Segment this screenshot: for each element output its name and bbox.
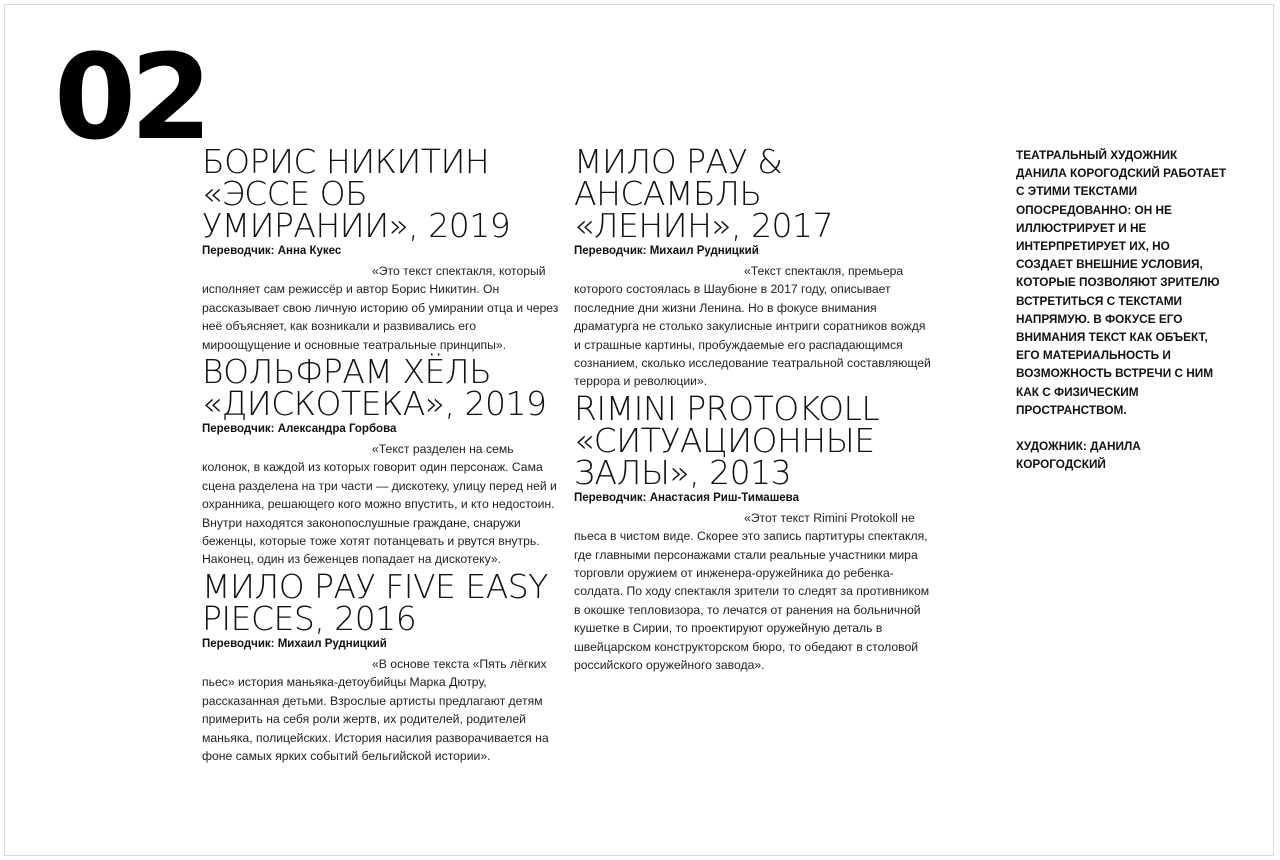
play-translator: Переводчик: Михаил Рудницкий xyxy=(202,637,387,650)
play-description: «Текст разделен на семь колонок, в каждой из которых говорит один персонаж. Сама сцена разделена на три части — дискотеку, улицу перед ней и охранника, решающего кого можно впустить, и кто недостоин. Внутри находятся законопослушные граждане, снаружи беженцы, которые тоже хотят потанцевать и рвутся внутрь. Наконец, один из беженцев попадает на дискотеку». xyxy=(202,442,557,567)
page-number: 02 xyxy=(54,28,207,166)
sidebar-credit: ХУДОЖНИК: ДАНИЛА КОРОГОДСКИЙ xyxy=(1016,439,1141,472)
play-translator: Переводчик: Александра Горбова xyxy=(202,423,397,436)
play-hoehl xyxy=(202,352,562,569)
play-rau-five-easy-pieces xyxy=(202,566,562,765)
play-description: «Этот текст Rimini Protokoll не пьеса в чистом виде. Скорее это запись партитуры спектакля, где главными персонажами стали реальные участники мира торговли оружием от инженера-оружейника до ребенка-солдата. По ходу спектакля зрители то следят за противником в окошке тепловизора, то лечатся от ранения на больничной кушетке в Сирии, то проектируют оружейную деталь в швейцарском конструкторском бюро, то обедают в столовой российского оружейного завода». xyxy=(574,510,930,673)
play-title: МИЛО РАУ FIVE EASY PIECES, 2016 xyxy=(202,566,548,638)
play-description: «В основе текста «Пять лёгких пьес» история маньяка-детоубийцы Марка Дютру, рассказанная детьми. Взрослые артисты предлагают детям примерить на себя роли жертв, их родителей, родителей маньяка, полицейских. История насилия разворачивается на фоне самых ярких событий бельгийской истории». xyxy=(202,656,549,763)
play-translator: Переводчик: Анастасия Риш-Тимашева xyxy=(574,491,799,504)
play-title: МИЛО РАУ & АНСАМБЛЬ «ЛЕНИН», 2017 xyxy=(574,142,834,245)
play-translator: Переводчик: Михаил Рудницкий xyxy=(574,245,759,257)
left-column xyxy=(202,142,562,767)
play-rimini-protokoll xyxy=(574,388,934,675)
play-rau-lenin xyxy=(574,142,934,391)
play-title: ВОЛЬФРАМ ХЁЛЬ «ДИСКОТЕКА», 2019 xyxy=(202,352,547,424)
play-nikitin xyxy=(202,142,562,354)
sidebar-text: ТЕАТРАЛЬНЫЙ ХУДОЖНИК ДАНИЛА КОРОГОДСКИЙ РАБОТАЕТ С ЭТИМИ ТЕКСТАМИ ОПОСРЕДОВАННО: ОН НЕ ИЛЛЮСТРИРУЕТ И НЕ ИНТЕРПРЕТИРУЕТ ИХ, НО СОЗДАЕТ ВНЕШНИЕ УСЛОВИЯ, КОТОРЫЕ ПОЗВОЛЯЮТ ЗРИТЕЛЮ ВСТРЕТИТЬСЯ С ТЕКСТАМИ НАПРЯМУЮ. В ФОКУСЕ ЕГО ВНИМАНИЯ ТЕКСТ КАК ОБЪЕКТ, ЕГО МАТЕРИАЛЬНОСТЬ И ВОЗМОЖНОСТЬ ВСТРЕЧИ С НИМ КАК С ФИЗИЧЕСКИМ ПРОСТРАНСТВОМ. xyxy=(1016,148,1227,417)
play-description: «Текст спектакля, премьера которого состоялась в Шаубюне в 2017 году, описывает последние дни жизни Ленина. Но в фокусе внимания драматурга не столько закулисные интриги соратников вождя и страшные картины, пробуждаемые его распадающимся сознанием, сколько исследование театральной составляющей террора и революции». xyxy=(574,264,931,389)
play-title: RIMINI PROTOKOLL «СИТУАЦИОННЫЕ ЗАЛЫ», 2013 xyxy=(574,388,880,492)
middle-column xyxy=(574,142,934,677)
play-description: «Это текст спектакля, который исполняет сам режиссёр и автор Борис Никитин. Он рассказывает свою личную историю об умирании отца и через неё объясняет, как возникали и развивались его мироощущение и основные театральные принципы». xyxy=(202,264,559,352)
play-translator: Переводчик: Анна Кукес xyxy=(202,245,342,257)
sidebar xyxy=(1016,146,1228,473)
play-title: БОРИС НИКИТИН «ЭССЕ ОБ УМИРАНИИ», 2019 xyxy=(202,142,511,245)
